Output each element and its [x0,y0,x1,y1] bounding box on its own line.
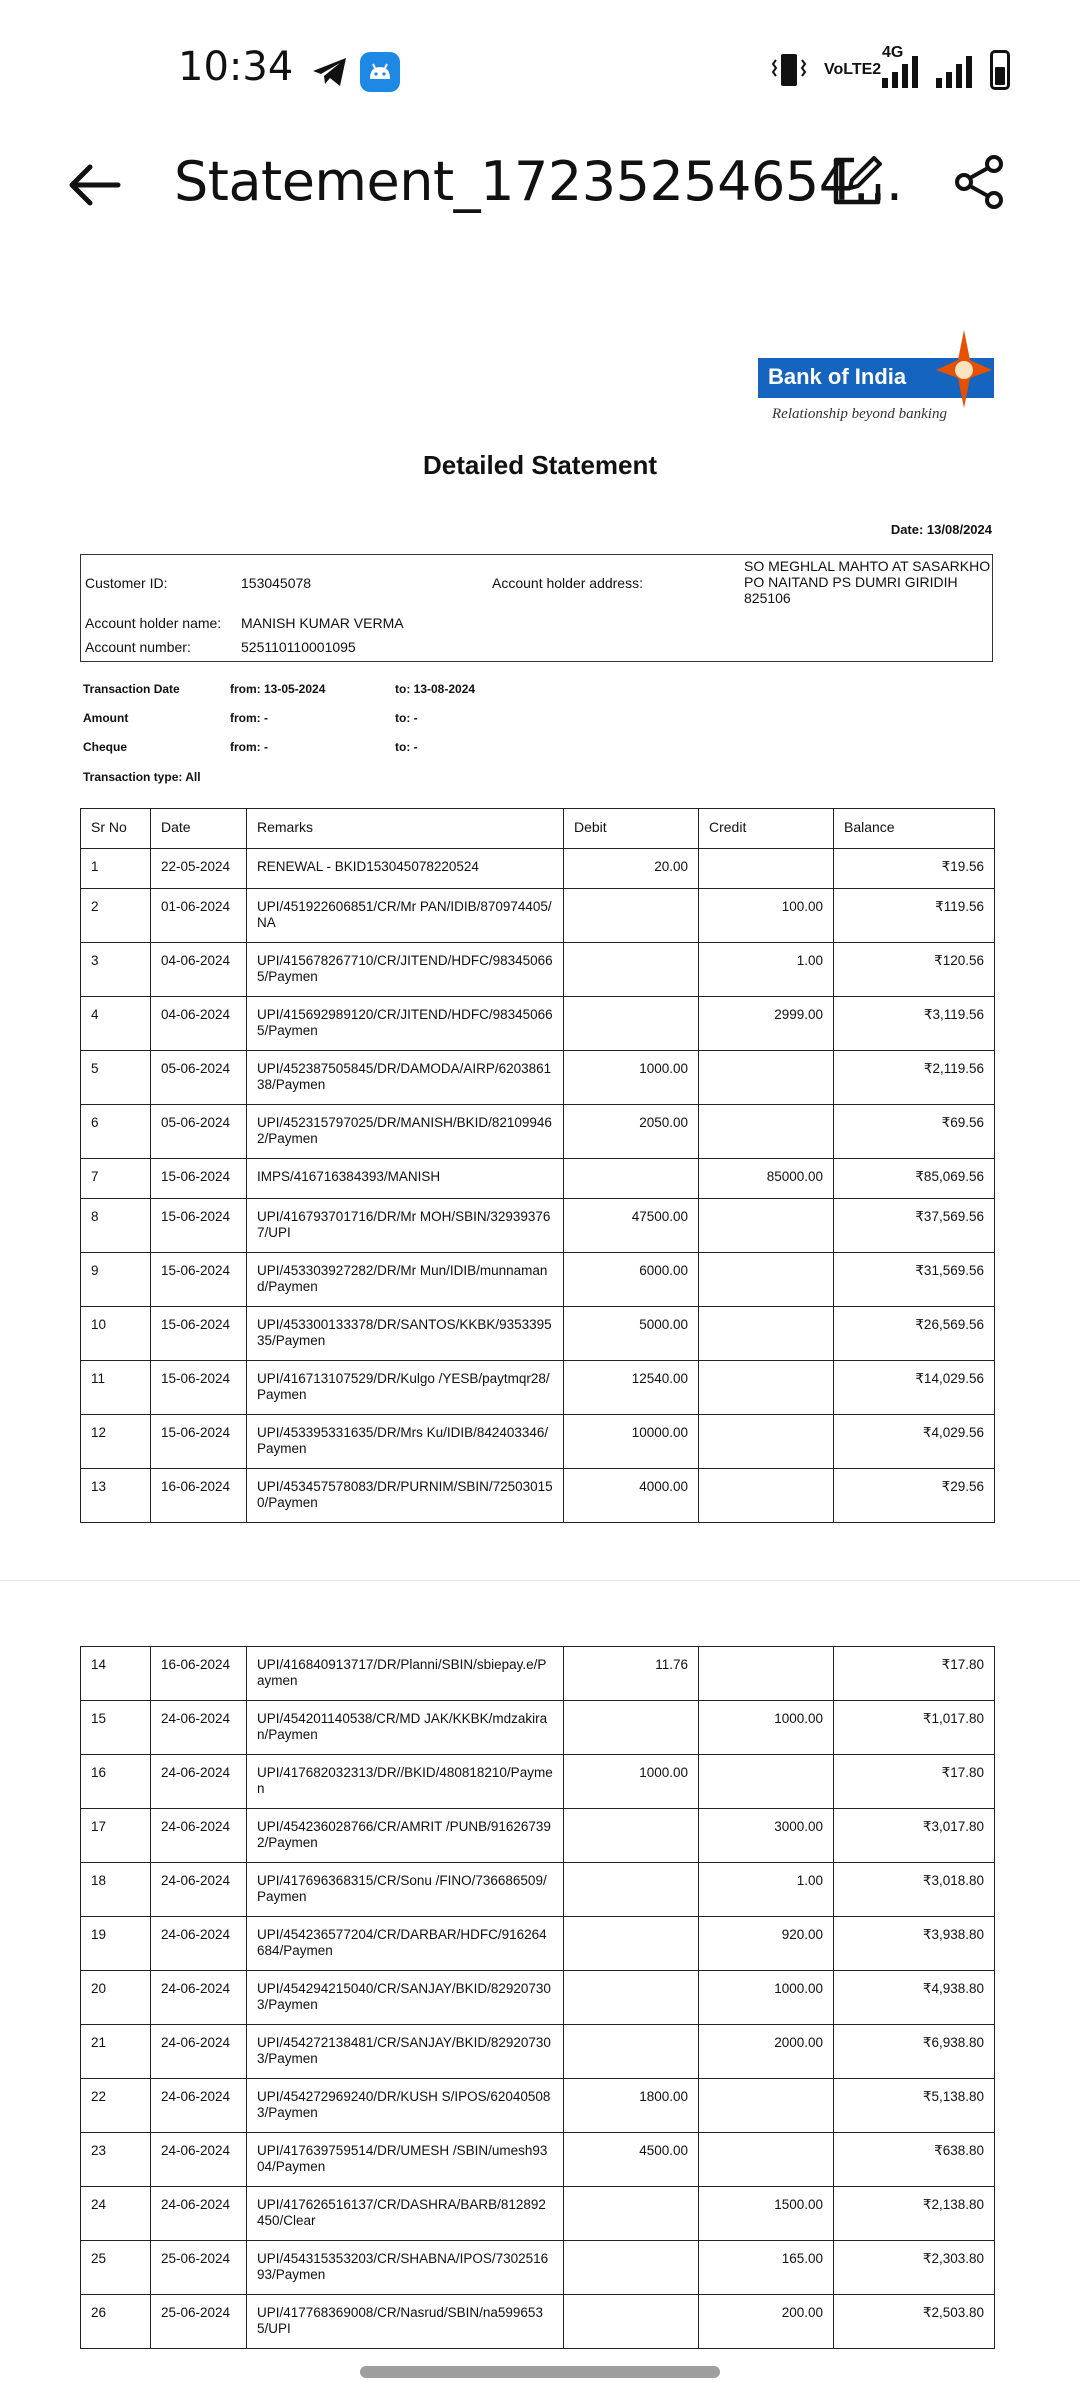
cell-sr-no: 3 [81,943,151,997]
cell-remarks: UPI/416793701716/DR/Mr MOH/SBIN/329393767/UPI [247,1199,564,1253]
table-row [81,1307,995,1361]
tx-type: Transaction type: All [83,770,201,784]
address-value: SO MEGHLAL MAHTO AT SASARKHO PO NAITAND PS DUMRI GIRIDIH 825106 [744,558,991,606]
cell-credit: 2000.00 [699,2025,834,2079]
cell-debit [564,997,699,1051]
transactions-table [80,808,995,1523]
cell-balance: ₹3,119.56 [834,997,995,1051]
table-row [81,2241,995,2295]
share-button[interactable] [952,154,1008,210]
cell-remarks: UPI/417682032313/DR//BKID/480818210/Paymen [247,1755,564,1809]
signal-bars-icon-2 [936,52,972,88]
cell-date: 24-06-2024 [151,1917,247,1971]
cheque-to: to: - [395,740,418,754]
cell-date: 25-06-2024 [151,2295,247,2349]
cell-sr-no: 15 [81,1701,151,1755]
cell-balance: ₹119.56 [834,889,995,943]
cell-sr-no: 13 [81,1469,151,1523]
header-sr-no: Sr No [81,809,151,849]
table-row [81,2133,995,2187]
back-button[interactable] [64,160,124,210]
cell-remarks: UPI/416713107529/DR/Kulgo /YESB/paytmqr28/Paymen [247,1361,564,1415]
cell-sr-no: 14 [81,1647,151,1701]
bank-tagline: Relationship beyond banking [772,406,947,422]
cell-sr-no: 26 [81,2295,151,2349]
cell-remarks: UPI/454315353203/CR/SHABNA/IPOS/730251693/Paymen [247,2241,564,2295]
status-time: 10:34 [178,44,294,90]
cell-remarks: UPI/452315797025/DR/MANISH/BKID/821099462/Paymen [247,1105,564,1159]
table-row [81,1253,995,1307]
volte-label: VoLTE2 [824,61,882,78]
battery-icon [990,50,1010,90]
cell-remarks: UPI/454201140538/CR/MD JAK/KKBK/mdzakiran/Paymen [247,1701,564,1755]
cell-sr-no: 25 [81,2241,151,2295]
cell-credit: 200.00 [699,2295,834,2349]
cell-credit: 100.00 [699,889,834,943]
cell-date: 24-06-2024 [151,1971,247,2025]
cell-date: 24-06-2024 [151,1863,247,1917]
header-date: Date [151,809,247,849]
cell-date: 22-05-2024 [151,849,247,889]
amount-from: from: - [230,711,268,725]
cell-remarks: IMPS/416716384393/MANISH [247,1159,564,1199]
account-number-value: 525110110001095 [241,639,356,655]
bank-name: Bank of India [768,364,907,389]
cell-credit [699,1307,834,1361]
table-row [81,943,995,997]
table-row [81,849,995,889]
cell-debit [564,2241,699,2295]
cell-balance: ₹14,029.56 [834,1361,995,1415]
cell-sr-no: 22 [81,2079,151,2133]
address-label: Account holder address: [492,575,643,591]
cell-credit [699,2079,834,2133]
cell-credit: 2999.00 [699,997,834,1051]
holder-name-value: MANISH KUMAR VERMA [241,615,404,631]
cell-date: 05-06-2024 [151,1105,247,1159]
cell-balance: ₹26,569.56 [834,1307,995,1361]
cell-credit: 165.00 [699,2241,834,2295]
cell-credit [699,1755,834,1809]
table-row [81,1863,995,1917]
cell-credit [699,2133,834,2187]
transactions-table-continued [80,1646,995,2349]
cell-credit: 920.00 [699,1917,834,1971]
cell-balance: ₹37,569.56 [834,1199,995,1253]
cell-sr-no: 4 [81,997,151,1051]
cell-credit: 1.00 [699,1863,834,1917]
header-credit: Credit [699,809,834,849]
cell-credit: 1000.00 [699,1971,834,2025]
cell-sr-no: 10 [81,1307,151,1361]
customer-id-label: Customer ID: [85,575,168,591]
cell-debit [564,1863,699,1917]
cell-date: 16-06-2024 [151,1647,247,1701]
cell-remarks: UPI/451922606851/CR/Mr PAN/IDIB/870974405/NA [247,889,564,943]
share-icon [952,154,1008,210]
cell-sr-no: 12 [81,1415,151,1469]
cell-balance: ₹29.56 [834,1469,995,1523]
cell-debit: 10000.00 [564,1415,699,1469]
cell-credit: 85000.00 [699,1159,834,1199]
cell-remarks: UPI/417768369008/CR/Nasrud/SBIN/na5996535/UPI [247,2295,564,2349]
cell-debit [564,2187,699,2241]
cell-date: 24-06-2024 [151,2133,247,2187]
cell-date: 05-06-2024 [151,1051,247,1105]
amount-label: Amount [83,711,129,725]
cell-sr-no: 20 [81,1971,151,2025]
table-row [81,2295,995,2349]
android-icon [360,52,400,92]
tx-date-from: from: 13-05-2024 [230,682,326,696]
cell-balance: ₹85,069.56 [834,1159,995,1199]
network-type-label: 4G [882,44,904,61]
cell-remarks: UPI/454272138481/CR/SANJAY/BKID/829207303/Paymen [247,2025,564,2079]
star-logo-icon [936,330,992,408]
cell-sr-no: 7 [81,1159,151,1199]
cell-sr-no: 2 [81,889,151,943]
cell-date: 01-06-2024 [151,889,247,943]
cell-sr-no: 19 [81,1917,151,1971]
cell-remarks: UPI/417626516137/CR/DASHRA/BARB/812892450/Clear [247,2187,564,2241]
table-row [81,889,995,943]
cell-balance: ₹120.56 [834,943,995,997]
bank-logo [758,330,994,430]
cell-remarks: UPI/453395331635/DR/Mrs Ku/IDIB/842403346/Paymen [247,1415,564,1469]
table-row [81,1415,995,1469]
cell-balance: ₹31,569.56 [834,1253,995,1307]
table-row [81,2079,995,2133]
cell-date: 24-06-2024 [151,2025,247,2079]
table-row [81,1755,995,1809]
cell-credit [699,1469,834,1523]
table-row [81,1917,995,1971]
header-remarks: Remarks [247,809,564,849]
cell-sr-no: 21 [81,2025,151,2079]
cell-remarks: RENEWAL - BKID153045078220524 [247,849,564,889]
cell-date: 04-06-2024 [151,997,247,1051]
table-row [81,1105,995,1159]
cell-date: 15-06-2024 [151,1159,247,1199]
account-info-box [80,554,993,662]
cell-balance: ₹5,138.80 [834,2079,995,2133]
table-row [81,1809,995,1863]
cell-balance: ₹638.80 [834,2133,995,2187]
vibrate-icon [772,52,806,88]
cell-debit: 1800.00 [564,2079,699,2133]
cell-remarks: UPI/452387505845/DR/DAMODA/AIRP/620386138/Paymen [247,1051,564,1105]
cell-credit: 3000.00 [699,1809,834,1863]
cell-debit: 4500.00 [564,2133,699,2187]
cell-balance: ₹4,938.80 [834,1971,995,2025]
cell-date: 15-06-2024 [151,1361,247,1415]
cell-credit [699,1199,834,1253]
cell-credit [699,1051,834,1105]
cheque-label: Cheque [83,740,128,754]
amount-to: to: - [395,711,418,725]
tx-date-label: Transaction Date [83,682,180,696]
cell-balance: ₹3,017.80 [834,1809,995,1863]
account-number-label: Account number: [85,639,191,655]
cell-sr-no: 18 [81,1863,151,1917]
cell-remarks: UPI/454236577204/CR/DARBAR/HDFC/916264684/Paymen [247,1917,564,1971]
cell-balance: ₹6,938.80 [834,2025,995,2079]
cell-credit: 1.00 [699,943,834,997]
cell-date: 24-06-2024 [151,1755,247,1809]
cell-remarks: UPI/417696368315/CR/Sonu /FINO/736686509/Paymen [247,1863,564,1917]
cell-debit [564,1701,699,1755]
cell-credit [699,1361,834,1415]
cell-balance: ₹17.80 [834,1647,995,1701]
cell-date: 16-06-2024 [151,1469,247,1523]
cell-date: 24-06-2024 [151,1809,247,1863]
cell-debit: 5000.00 [564,1307,699,1361]
table-header-row [81,809,995,849]
home-indicator[interactable] [360,2366,720,2378]
table-row [81,2187,995,2241]
cell-debit: 47500.00 [564,1199,699,1253]
customer-id-value: 153045078 [241,575,312,591]
cell-credit: 1500.00 [699,2187,834,2241]
cell-date: 15-06-2024 [151,1199,247,1253]
cell-remarks: UPI/453457578083/DR/PURNIM/SBIN/725030150/Paymen [247,1469,564,1523]
cell-debit [564,943,699,997]
cell-debit [564,1971,699,2025]
cell-date: 04-06-2024 [151,943,247,997]
cell-remarks: UPI/454236028766/CR/AMRIT /PUNB/916267392/Paymen [247,1809,564,1863]
table-row [81,1469,995,1523]
cell-debit: 1000.00 [564,1051,699,1105]
cell-balance: ₹2,119.56 [834,1051,995,1105]
cell-sr-no: 17 [81,1809,151,1863]
cell-balance: ₹2,303.80 [834,2241,995,2295]
statement-date: Date: 13/08/2024 [890,522,992,537]
cell-remarks: UPI/453300133378/DR/SANTOS/KKBK/935339535/Paymen [247,1307,564,1361]
cell-sr-no: 5 [81,1051,151,1105]
cell-remarks: UPI/415678267710/CR/JITEND/HDFC/983450665/Paymen [247,943,564,997]
tx-date-to: to: 13-08-2024 [395,682,476,696]
statement-heading: Detailed Statement [422,450,658,480]
cell-debit: 11.76 [564,1647,699,1701]
status-icons [772,44,1010,90]
table-row [81,1701,995,1755]
document-title: Statement_17235254654... [174,150,903,213]
cell-debit: 20.00 [564,849,699,889]
table-row [81,1051,995,1105]
table-row [81,1647,995,1701]
cell-balance: ₹2,503.80 [834,2295,995,2349]
signal-4g [882,44,918,88]
edit-button[interactable] [828,154,884,210]
cell-credit [699,1415,834,1469]
cell-date: 15-06-2024 [151,1415,247,1469]
table-row [81,1971,995,2025]
cell-sr-no: 9 [81,1253,151,1307]
cell-debit: 2050.00 [564,1105,699,1159]
table-row [81,1159,995,1199]
cell-credit [699,1105,834,1159]
cell-debit: 6000.00 [564,1253,699,1307]
cell-date: 15-06-2024 [151,1307,247,1361]
cheque-from: from: - [230,740,268,754]
cell-sr-no: 6 [81,1105,151,1159]
table-row [81,1199,995,1253]
cell-date: 25-06-2024 [151,2241,247,2295]
cell-debit [564,2025,699,2079]
cell-remarks: UPI/415692989120/CR/JITEND/HDFC/983450665/Paymen [247,997,564,1051]
cell-remarks: UPI/453303927282/DR/Mr Mun/IDIB/munnamand/Paymen [247,1253,564,1307]
cell-balance: ₹4,029.56 [834,1415,995,1469]
table-row [81,997,995,1051]
page-separator [0,1580,1080,1581]
table-row [81,1361,995,1415]
cell-balance: ₹17.80 [834,1755,995,1809]
cell-credit [699,1647,834,1701]
cell-sr-no: 8 [81,1199,151,1253]
cell-remarks: UPI/454272969240/DR/KUSH S/IPOS/620405083/Paymen [247,2079,564,2133]
cell-sr-no: 11 [81,1361,151,1415]
telegram-icon [310,52,350,92]
cell-balance: ₹69.56 [834,1105,995,1159]
header-balance: Balance [834,809,995,849]
cell-balance: ₹2,138.80 [834,2187,995,2241]
cell-debit [564,2295,699,2349]
edit-icon [828,154,884,210]
cell-balance: ₹1,017.80 [834,1701,995,1755]
header-debit: Debit [564,809,699,849]
cell-date: 24-06-2024 [151,2079,247,2133]
cell-remarks: UPI/454294215040/CR/SANJAY/BKID/829207303/Paymen [247,1971,564,2025]
table-row [81,2025,995,2079]
cell-sr-no: 23 [81,2133,151,2187]
arrow-left-icon [64,160,124,210]
cell-debit: 1000.00 [564,1755,699,1809]
cell-date: 15-06-2024 [151,1253,247,1307]
status-bar [0,0,1080,140]
cell-debit: 4000.00 [564,1469,699,1523]
cell-sr-no: 16 [81,1755,151,1809]
cell-debit [564,1159,699,1199]
cell-sr-no: 1 [81,849,151,889]
cell-debit [564,1917,699,1971]
cell-debit [564,1809,699,1863]
cell-remarks: UPI/416840913717/DR/Planni/SBIN/sbiepay.e/Paymen [247,1647,564,1701]
cell-balance: ₹3,938.80 [834,1917,995,1971]
cell-remarks: UPI/417639759514/DR/UMESH /SBIN/umesh9304/Paymen [247,2133,564,2187]
holder-name-label: Account holder name: [85,615,222,631]
cell-credit: 1000.00 [699,1701,834,1755]
cell-debit: 12540.00 [564,1361,699,1415]
cell-balance: ₹3,018.80 [834,1863,995,1917]
cell-credit [699,849,834,889]
cell-credit [699,1253,834,1307]
cell-sr-no: 24 [81,2187,151,2241]
cell-debit [564,889,699,943]
cell-date: 24-06-2024 [151,2187,247,2241]
cell-balance: ₹19.56 [834,849,995,889]
cell-date: 24-06-2024 [151,1701,247,1755]
toolbar [0,140,1080,230]
